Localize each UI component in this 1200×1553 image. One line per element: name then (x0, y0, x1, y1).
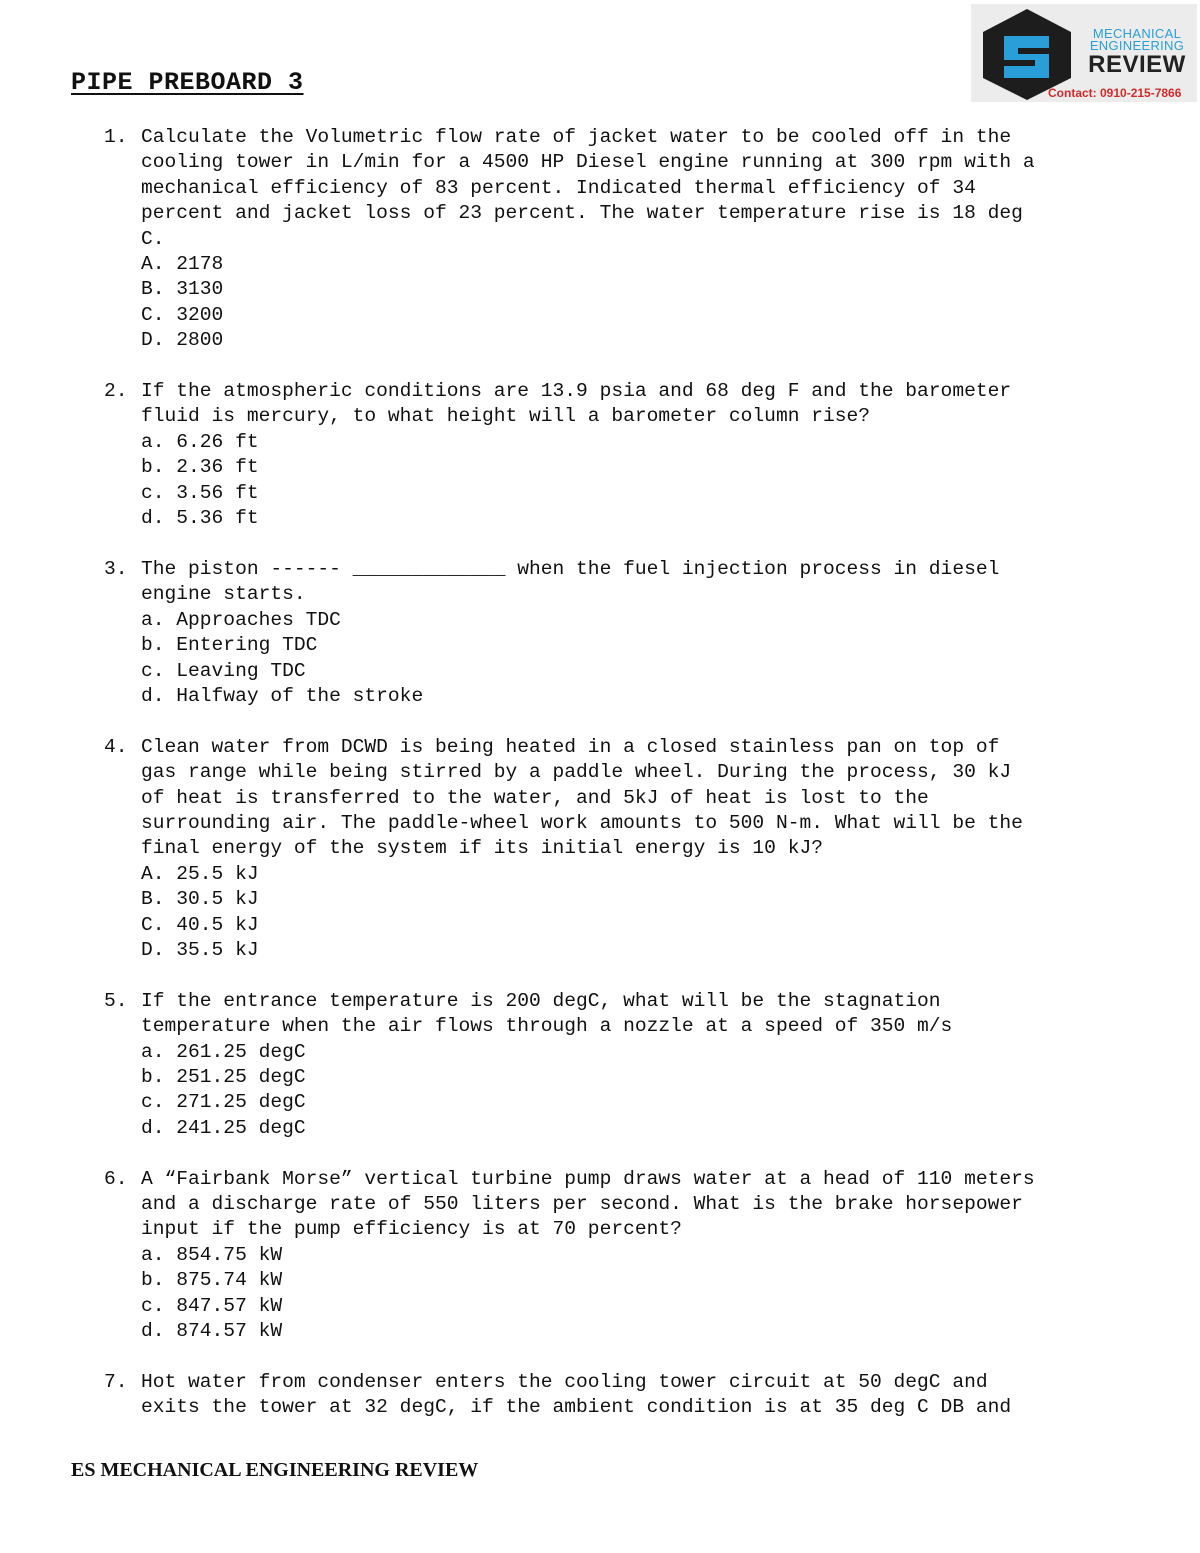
answer-choice: a. 261.25 degC (141, 1040, 306, 1063)
logo-line-engineering: ENGINEERING (1089, 38, 1185, 53)
footer-text: ES MECHANICAL ENGINEERING REVIEW (71, 1459, 479, 1481)
answer-choice: a. 854.75 kW (141, 1243, 283, 1266)
answer-choice: c. 3.56 ft (141, 481, 259, 504)
question-spacer (141, 1141, 1131, 1166)
answer-choice: A. 25.5 kJ (141, 862, 259, 885)
question-text-line: surrounding air. The paddle-wheel work amounts to 500 N-m. What will be the (141, 811, 1023, 834)
answer-choices (141, 252, 1131, 354)
question-text-line: If the atmospheric conditions are 13.9 psia and 68 deg F and the barometer (141, 380, 1012, 403)
question-spacer (141, 1344, 1131, 1369)
answer-choice: c. 271.25 degC (141, 1091, 306, 1114)
question-text-line: temperature when the air flows through a nozzle at a speed of 350 m/s (141, 1015, 953, 1038)
question-text-line: percent and jacket loss of 23 percent. The water temperature rise is 18 deg (141, 202, 1023, 225)
document-title: PIPE PREBOARD 3 (71, 68, 304, 97)
answer-choice: C. 3200 (141, 303, 224, 326)
logo-line-mechanical: MECHANICAL (1092, 26, 1182, 41)
question-text-line: The piston ------ _____________ when the fuel injection process in diesel (141, 557, 1000, 580)
answer-choices (141, 1243, 1131, 1345)
question-spacer (141, 709, 1131, 734)
question-number: 3. (104, 557, 128, 580)
answer-choice: d. 241.25 degC (141, 1116, 306, 1139)
question-number: 4. (104, 735, 128, 758)
answer-choice: b. 2.36 ft (141, 456, 259, 479)
question-item (0, 989, 1131, 1167)
answer-choice: D. 2800 (141, 329, 224, 352)
logo-line-review: REVIEW (1088, 51, 1186, 78)
question-text-line: input if the pump efficiency is at 70 percent? (141, 1218, 682, 1241)
answer-choices (141, 862, 1131, 964)
answer-choice: a. Approaches TDC (141, 608, 341, 631)
question-text-line: Clean water from DCWD is being heated in a closed stainless pan on top of (141, 735, 1000, 758)
question-item (0, 557, 1131, 735)
question-text-line: mechanical efficiency of 83 percent. Indicated thermal efficiency of 34 (141, 176, 976, 199)
question-text-line: final energy of the system if its initial energy is 10 kJ? (141, 837, 823, 860)
answer-choice: b. 875.74 kW (141, 1269, 283, 1292)
question-item (0, 1167, 1131, 1370)
answer-choice: c. 847.57 kW (141, 1294, 283, 1317)
question-item (0, 125, 1131, 379)
question-spacer (141, 531, 1131, 556)
answer-choice: a. 6.26 ft (141, 430, 259, 453)
answer-choice: d. 5.36 ft (141, 507, 259, 530)
answer-choice: A. 2178 (141, 253, 224, 276)
question-text-line: and a discharge rate of 550 liters per second. What is the brake horsepower (141, 1192, 1023, 1215)
answer-choice: C. 40.5 kJ (141, 913, 259, 936)
question-item (0, 735, 1131, 989)
answer-choice: b. 251.25 degC (141, 1065, 306, 1088)
company-logo (971, 4, 1197, 102)
question-spacer (141, 354, 1131, 379)
answer-choice: b. Entering TDC (141, 634, 318, 657)
question-text-line: C. (141, 227, 165, 250)
answer-choice: B. 3130 (141, 278, 224, 301)
question-list (0, 125, 1131, 1421)
question-item (0, 379, 1131, 557)
answer-choices (141, 608, 1131, 710)
answer-choice: D. 35.5 kJ (141, 938, 259, 961)
question-text-line: engine starts. (141, 583, 306, 606)
question-number: 6. (104, 1167, 128, 1190)
answer-choice: B. 30.5 kJ (141, 888, 259, 911)
answer-choice: d. Halfway of the stroke (141, 684, 424, 707)
question-text-line: If the entrance temperature is 200 degC, what will be the stagnation (141, 989, 941, 1012)
question-number: 5. (104, 989, 128, 1012)
question-text-line: gas range while being stirred by a paddle wheel. During the process, 30 kJ (141, 761, 1012, 784)
answer-choice: d. 874.57 kW (141, 1320, 283, 1343)
answer-choices (141, 1040, 1131, 1142)
question-number: 1. (104, 126, 128, 148)
answer-choices (141, 430, 1131, 532)
question-text-line: A “Fairbank Morse” vertical turbine pump draws water at a head of 110 meters (141, 1167, 1035, 1190)
question-text-line: fluid is mercury, to what height will a barometer column rise? (141, 405, 871, 428)
question-number: 7. (104, 1370, 128, 1393)
question-text-line: of heat is transferred to the water, and 5kJ of heat is lost to the (141, 786, 929, 809)
question-spacer (141, 963, 1131, 988)
question-number: 2. (104, 380, 128, 403)
question-text-line: exits the tower at 32 degC, if the ambient condition is at 35 deg C DB and (141, 1396, 1012, 1419)
logo-text (1081, 28, 1193, 78)
question-text-line: Hot water from condenser enters the cooling tower circuit at 50 degC and (141, 1370, 988, 1393)
answer-choice: c. Leaving TDC (141, 659, 306, 682)
logo-contact: Contact: 0910-215-7866 (1048, 86, 1182, 100)
question-text-line: Calculate the Volumetric flow rate of jacket water to be cooled off in the (141, 126, 1012, 148)
question-text-line: cooling tower in L/min for a 4500 HP Diesel engine running at 300 rpm with a (141, 151, 1035, 174)
question-item (0, 1370, 1131, 1421)
